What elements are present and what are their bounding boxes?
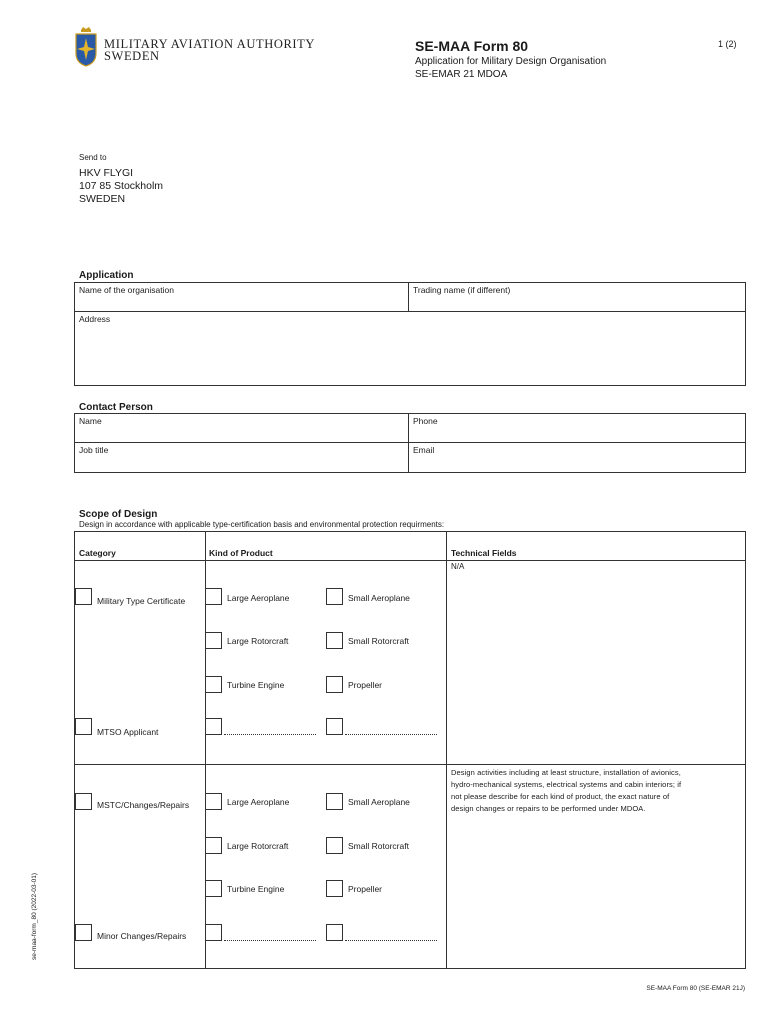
org-name-label: Name of the organisation: [79, 285, 174, 295]
large-rotorcraft-checkbox[interactable]: [205, 632, 222, 649]
turbine-engine-checkbox[interactable]: [205, 676, 222, 693]
design-activities-line: Design activities including at least structure, installation of avionics,: [451, 768, 681, 777]
small-aeroplane-checkbox[interactable]: [326, 588, 343, 605]
other-product-field[interactable]: [224, 734, 316, 735]
scope-title: Scope of Design: [79, 509, 158, 520]
small-rotorcraft-checkbox-2[interactable]: [326, 837, 343, 854]
small-rotorcraft-label: Small Rotorcraft: [348, 636, 409, 646]
other-product-checkbox[interactable]: [205, 718, 222, 735]
large-aeroplane-label-2: Large Aeroplane: [227, 797, 290, 807]
authority-name-line2: SWEDEN: [104, 49, 160, 63]
other-product-checkbox-2[interactable]: [326, 924, 343, 941]
turbine-engine-label-2: Turbine Engine: [227, 884, 285, 894]
other-product-checkbox[interactable]: [326, 718, 343, 735]
mtso-label: MTSO Applicant: [97, 727, 159, 737]
contact-title: Contact Person: [79, 402, 153, 413]
military-type-checkbox[interactable]: [75, 588, 92, 605]
contact-email-label: Email: [413, 445, 435, 455]
authority-name-line1: MILITARY AVIATION AUTHORITY: [104, 37, 316, 51]
col-kind-header: Kind of Product: [209, 548, 273, 558]
contact-email-field[interactable]: [409, 443, 745, 472]
small-aeroplane-label: Small Aeroplane: [348, 593, 410, 603]
other-product-field-2[interactable]: [345, 940, 437, 941]
mstc-checkbox[interactable]: [75, 793, 92, 810]
mtso-checkbox[interactable]: [75, 718, 92, 735]
address-field[interactable]: [75, 312, 745, 385]
col-category-header: Category: [79, 548, 116, 558]
propeller-label-2: Propeller: [348, 884, 383, 894]
send-to-line3: SWEDEN: [79, 193, 126, 205]
application-title: Application: [79, 270, 134, 281]
contact-phone-label: Phone: [413, 416, 438, 426]
large-aeroplane-label: Large Aeroplane: [227, 593, 290, 603]
military-type-label: Military Type Certificate: [97, 596, 186, 606]
large-rotorcraft-label: Large Rotorcraft: [227, 636, 289, 646]
scope-header-divider: [74, 560, 746, 561]
design-activities-line: hydro-mechanical systems, electrical systems and cabin interiors; if: [451, 780, 682, 789]
propeller-checkbox-2[interactable]: [326, 880, 343, 897]
authority-logo: [74, 27, 98, 67]
address-label: Address: [79, 314, 111, 324]
send-to-line2: 107 85 Stockholm: [79, 180, 164, 192]
large-rotorcraft-label-2: Large Rotorcraft: [227, 841, 289, 851]
contact-name-field[interactable]: [75, 414, 407, 441]
design-activities-line: design changes or repairs to be performed under MDOA.: [451, 804, 646, 813]
technical-na: N/A: [451, 562, 465, 571]
contact-job-label: Job title: [79, 445, 109, 455]
form-title: SE-MAA Form 80: [415, 38, 529, 54]
small-rotorcraft-checkbox[interactable]: [326, 632, 343, 649]
large-rotorcraft-checkbox-2[interactable]: [205, 837, 222, 854]
trading-name-label: Trading name (if different): [413, 285, 511, 295]
small-rotorcraft-label-2: Small Rotorcraft: [348, 841, 409, 851]
propeller-label: Propeller: [348, 680, 383, 690]
small-aeroplane-label-2: Small Aeroplane: [348, 797, 410, 807]
design-activities-line: not please describe for each kind of product, the exact nature of: [451, 792, 670, 801]
small-aeroplane-checkbox-2[interactable]: [326, 793, 343, 810]
turbine-engine-checkbox-2[interactable]: [205, 880, 222, 897]
minor-changes-checkbox[interactable]: [75, 924, 92, 941]
page-indicator: 1 (2): [718, 39, 737, 49]
scope-col-divider-2: [446, 531, 447, 969]
form-subtitle: Application for Military Design Organisation: [415, 56, 607, 67]
contact-phone-field[interactable]: [409, 414, 745, 441]
col-technical-header: Technical Fields: [451, 548, 517, 558]
other-product-checkbox-2[interactable]: [205, 924, 222, 941]
propeller-checkbox[interactable]: [326, 676, 343, 693]
send-to-label: Send to: [79, 153, 107, 162]
scope-subtitle: Design in accordance with applicable type-certification basis and environmental protection requirments:: [79, 520, 445, 529]
side-form-version: se-maa-form_80 (2022-03-01): [31, 872, 38, 960]
large-aeroplane-checkbox-2[interactable]: [205, 793, 222, 810]
mstc-label: MSTC/Changes/Repairs: [97, 800, 190, 810]
form-regulation: SE-EMAR 21 MDOA: [415, 69, 508, 80]
design-activities-text: [451, 767, 741, 815]
turbine-engine-label: Turbine Engine: [227, 680, 285, 690]
send-to-line1: HKV FLYGI: [79, 167, 134, 179]
contact-name-label: Name: [79, 416, 102, 426]
contact-job-field[interactable]: [75, 443, 407, 472]
scope-row-divider: [74, 764, 746, 765]
minor-changes-label: Minor Changes/Repairs: [97, 931, 187, 941]
footer-form-ref: SE-MAA Form 80 (SE-EMAR 21J): [646, 985, 745, 992]
large-aeroplane-checkbox[interactable]: [205, 588, 222, 605]
other-product-field[interactable]: [345, 734, 437, 735]
other-product-field-2[interactable]: [224, 940, 316, 941]
